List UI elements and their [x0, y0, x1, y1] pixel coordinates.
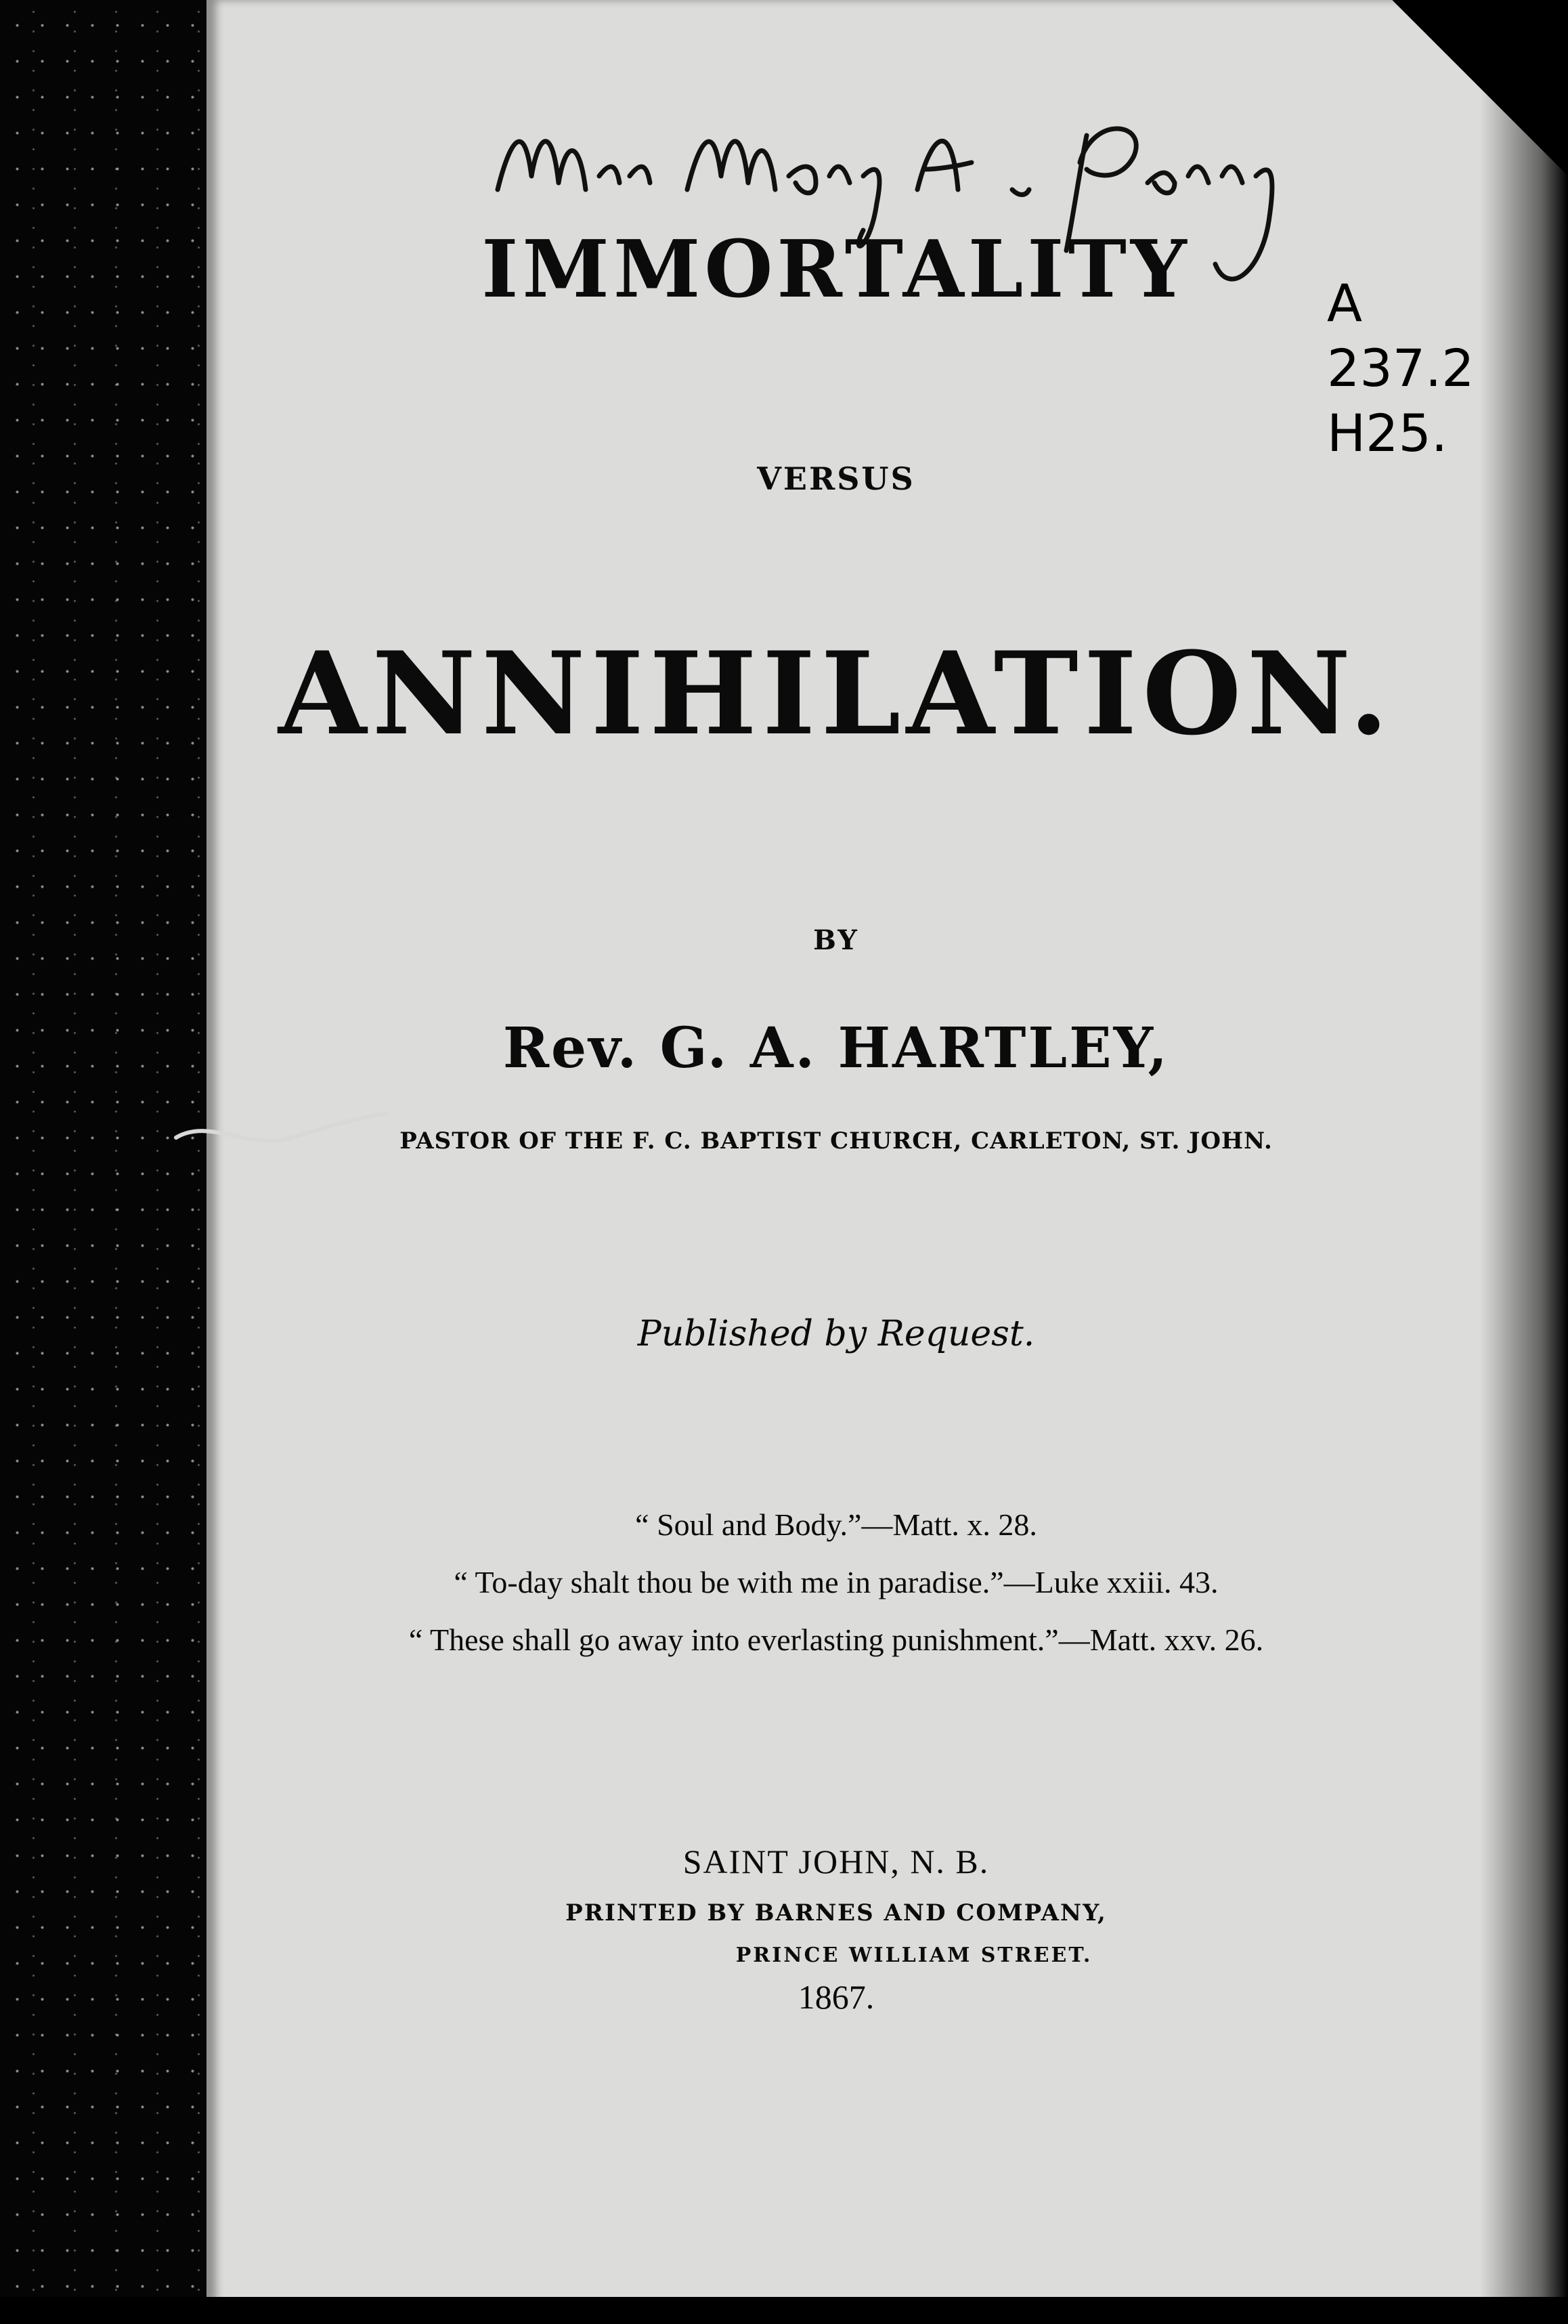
call-number-line: H25. [1327, 403, 1448, 463]
epigraph-quote: “ To-day shalt thou be with me in paradise.”—Luke xxiii. 43. [454, 1565, 1219, 1599]
epigraph-quote: “ These shall go away into everlasting punishment.”—Matt. xxv. 26. [408, 1622, 1264, 1657]
title-immortality: IMMORTALITY [481, 223, 1191, 316]
binding-string [169, 1097, 393, 1158]
imprint-city: SAINT JOHN, N. B. [682, 1843, 990, 1880]
page-bottom-edge [0, 2297, 1568, 2324]
imprint-year: 1867. [798, 1978, 875, 2016]
epigraph-quote: “ Soul and Body.”—Matt. x. 28. [635, 1507, 1037, 1542]
call-number-line: A [1327, 273, 1362, 333]
call-number-line: 237.2 [1327, 338, 1475, 398]
spine-texture [0, 0, 206, 2324]
by-label: BY [813, 924, 859, 956]
versus-label: VERSUS [757, 460, 915, 497]
author-name: Rev. G. A. HARTLEY, [502, 1016, 1170, 1081]
title-annihilation: ANNIHILATION. [278, 626, 1394, 760]
published-by-request: Published by Request. [637, 1314, 1035, 1354]
author-role: PASTOR OF THE F. C. BAPTIST CHURCH, CARLETON, ST. JOHN. [399, 1127, 1273, 1155]
imprint-printer: PRINTED BY BARNES AND COMPANY, [565, 1899, 1107, 1927]
imprint-street: PRINCE WILLIAM STREET. [735, 1943, 1093, 1967]
